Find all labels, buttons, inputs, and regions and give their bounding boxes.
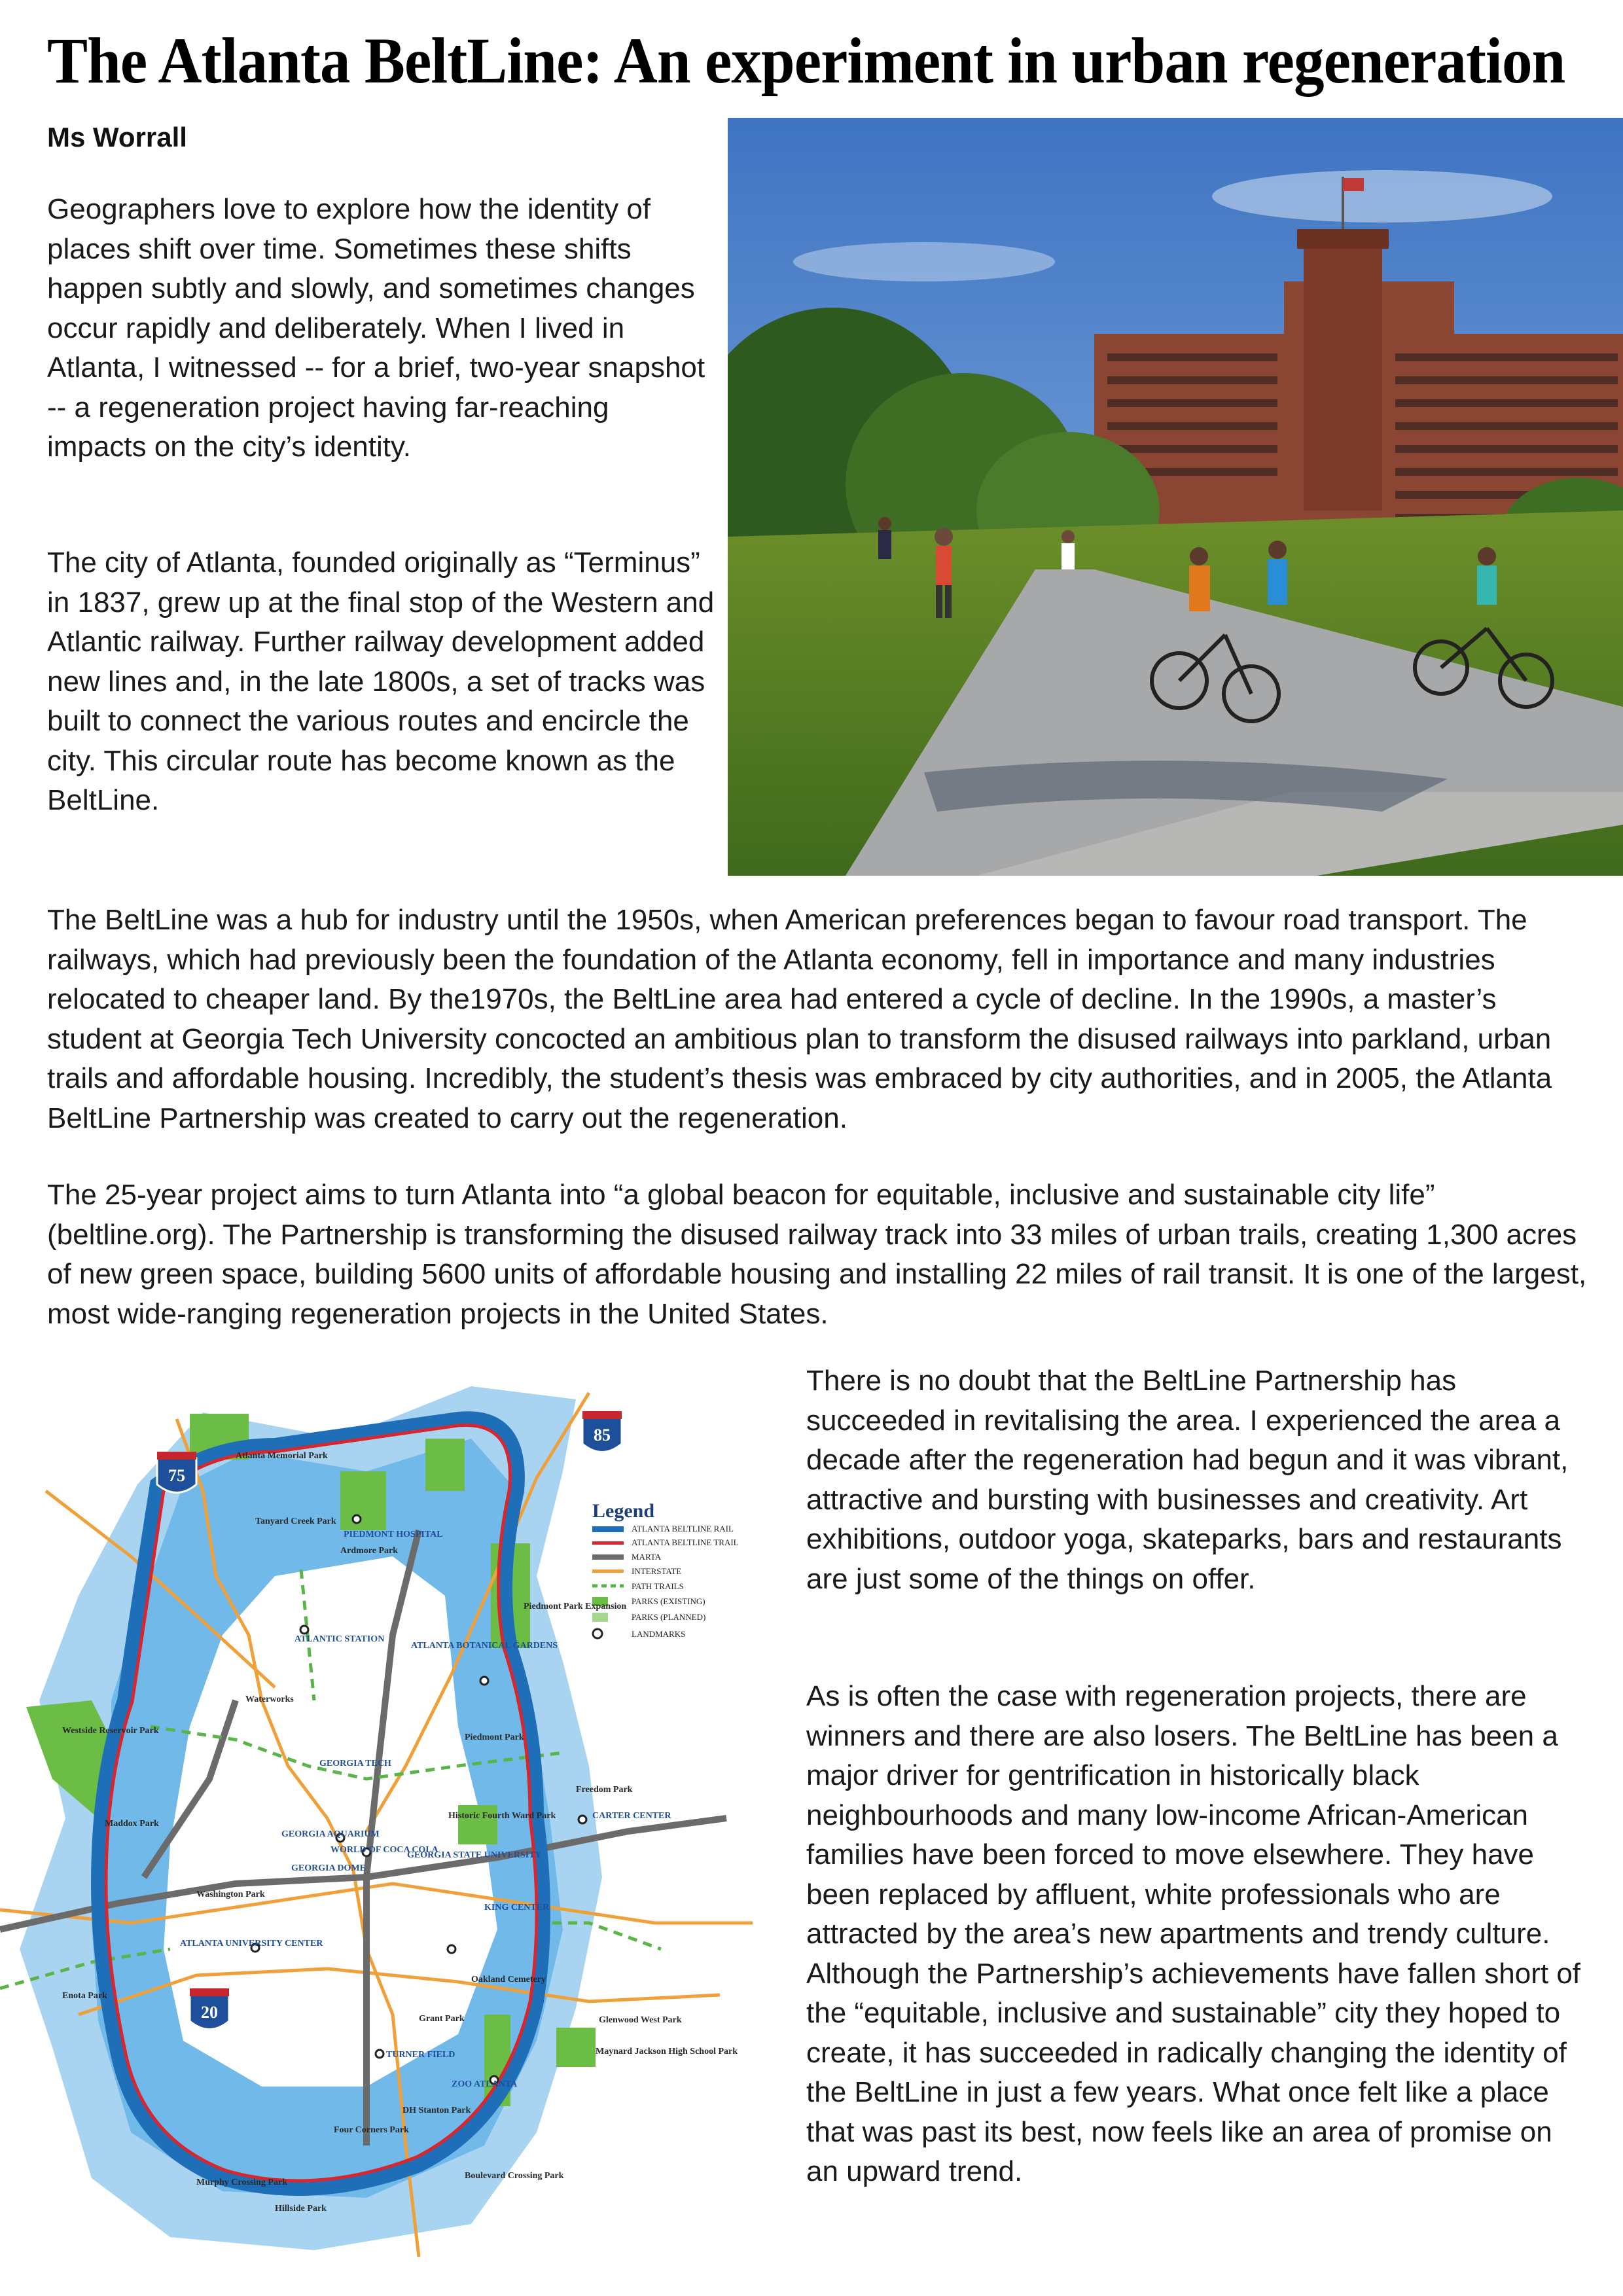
map-label: WORLD OF COCA COLA [330,1845,438,1855]
map-label: Historic Fourth Ward Park [448,1811,556,1821]
article-paragraph: The BeltLine was a hub for industry until the 1950s, when American preferences began to favour road transport. The railways, which had previously been the foundation of the Atlanta economy, fell in importance and many industries relocated to cheaper land. By the1970s, the BeltLine area had entered a cycle of decline. In the 1990s, a master’s student at Georgia Tech University concocted an ambitious plan to transform the disused railways into parkland, urban trails and affordable housing. Incredibly, the student’s thesis was embraced by city authorities, and in 2005, the Atlanta BeltLine Partnership was created to carry out the regeneration. [47,904,1552,1134]
map-label: PIEDMONT HOSPITAL [344,1530,443,1539]
map-label: GEORGIA AQUARIUM [281,1829,380,1839]
svg-text:PARKS (PLANNED): PARKS (PLANNED) [632,1612,706,1622]
map-label: Grant Park [419,2014,465,2024]
svg-text:20: 20 [201,2003,218,2022]
map-label: Enota Park [62,1991,107,2001]
map-label: Oakland Cemetery [471,1975,546,1984]
map-label: ATLANTIC STATION [294,1634,385,1644]
shield-20-icon [190,1988,229,2030]
map-label: Boulevard Crossing Park [465,2171,564,2181]
beltline-photo [728,118,1623,876]
map-legend [592,1500,739,1639]
map-label: Ardmore Park [340,1546,398,1556]
svg-text:PARKS (EXISTING): PARKS (EXISTING) [632,1596,705,1606]
map-label: Hillside Park [275,2204,327,2214]
map-label: Murphy Crossing Park [196,2178,287,2187]
shield-85-icon [582,1411,622,1452]
author-name: Ms Worrall [47,122,187,152]
map-label: Atlanta Memorial Park [236,1451,328,1461]
map-label: Maynard Jackson High School Park [596,2047,738,2056]
map-label: GEORGIA TECH [319,1759,391,1768]
article-paragraph: There is no doubt that the BeltLine Partnership has succeeded in revitalising the area. I experienced the area a decade after the regeneration had begun and it was vibrant, attractive and bursting with businesses and creativity. Art exhibitions, outdoor yoga, skateparks, bars and restaurants are just some of the things on offer. [806,1365,1569,1595]
map-label: Four Corners Park [334,2125,409,2135]
svg-text:MARTA: MARTA [632,1552,662,1562]
map-label: GEORGIA DOME [291,1863,366,1873]
beltline-map [0,1360,753,2257]
map-label: Freedom Park [576,1785,633,1795]
map-label: TURNER FIELD [386,2050,455,2060]
map-label: Maddox Park [105,1819,159,1829]
map-label: ATLANTA UNIVERSITY CENTER [180,1939,323,1948]
svg-text:PATH TRAILS: PATH TRAILS [632,1581,684,1591]
map-label: Tanyard Creek Park [255,1516,336,1526]
map-label: DH Stanton Park [402,2106,471,2115]
svg-text:75: 75 [168,1466,185,1485]
map-label: Piedmont Park [465,1732,524,1742]
map-label: GEORGIA STATE UNIVERSITY [407,1850,542,1860]
svg-text:INTERSTATE: INTERSTATE [632,1566,682,1576]
article-paragraph: Geographers love to explore how the identity of places shift over time. Sometimes these shifts happen subtly and slowly, and sometimes changes occur rapidly and deliberately. When I lived in Atlanta, I witnessed -- for a brief, two-year snapshot -- a regeneration project having far-reaching impacts on the city’s identity. [47,193,705,463]
map-label: Washington Park [196,1890,265,1899]
map-label: ATLANTA BOTANICAL GARDENS [411,1641,558,1651]
article-paragraph: The 25-year project aims to turn Atlanta into “a global beacon for equitable, inclusive and sustainable city life” (beltline.org). The Partnership is transforming the disused railway track into 33 miles of urban trails, creating 1,300 acres of new green space, building 5600 units of affordable housing and installing 22 miles of rail transit. It is one of the largest, most wide-ranging regeneration projects in the United States. [47,1179,1587,1330]
map-label: CARTER CENTER [592,1811,671,1821]
svg-text:Legend: Legend [592,1500,655,1522]
article-title: The Atlanta BeltLine: An experiment in urban regeneration [47,24,1565,97]
map-label: KING CENTER [484,1903,550,1912]
map-label: Piedmont Park Expansion [524,1602,627,1611]
svg-text:ATLANTA BELTLINE TRAIL: ATLANTA BELTLINE TRAIL [632,1537,739,1547]
svg-text:85: 85 [594,1426,611,1444]
map-label: Glenwood West Park [599,2015,682,2025]
article-paragraph: As is often the case with regeneration projects, there are winners and there are also losers. The BeltLine has been a major driver for gentrification in historically black neighbourhoods and many low-income African-American families have been forced to move elsewhere. They have been replaced by affluent, white professionals who are attracted by the area’s new apartments and trendy culture. Although the Partnership’s achievements have fallen short of the “equitable, inclusive and sustainable” city they hoped to create, it has succeeded in radically changing the identity of the BeltLine in just a few years. What once felt like a place that was past its best, now feels like an area of promise on an upward trend. [806,1680,1581,2187]
shield-75-icon [157,1452,196,1493]
map-label: Westside Reservoir Park [62,1726,159,1736]
map-label: Waterworks [245,1695,294,1704]
article-paragraph: The city of Atlanta, founded originally as “Terminus” in 1837, grew up at the final stop of the Western and Atlantic railway. Further railway development added new lines and, in the late 1800s, a set of tracks was built to connect the various routes and encircle the city. This circular route has become known as the BeltLine. [47,547,715,816]
svg-text:ATLANTA BELTLINE RAIL: ATLANTA BELTLINE RAIL [632,1524,734,1534]
map-label: ZOO ATLANTA [452,2079,518,2089]
svg-text:LANDMARKS: LANDMARKS [632,1629,686,1639]
